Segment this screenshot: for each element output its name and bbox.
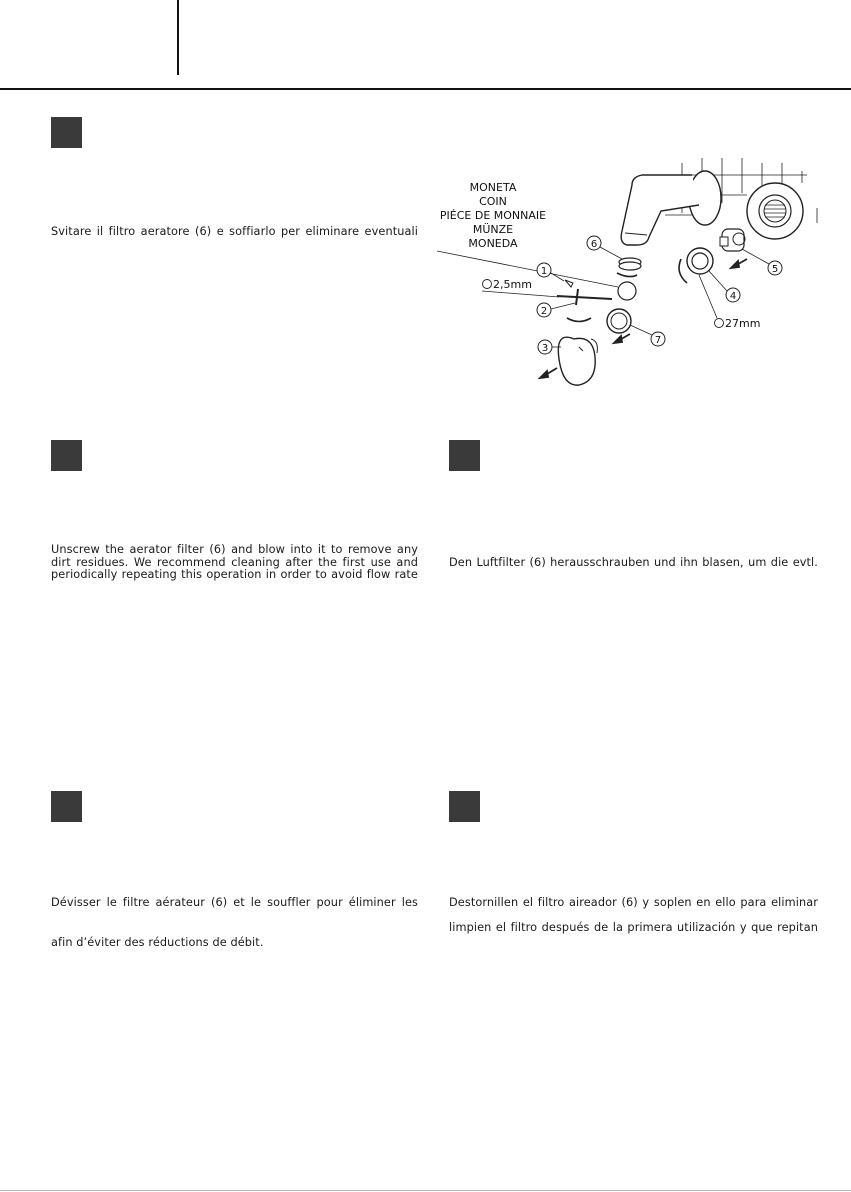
text-fr-line: Dévisser le filtre aérateur (6) et le souffler pour éliminer les <box>51 896 418 909</box>
cartridge <box>720 229 745 251</box>
callout-2: 2 <box>540 306 548 317</box>
text-de <box>449 557 818 570</box>
coin <box>618 282 636 300</box>
section-marker-de <box>449 440 480 471</box>
callout-7: 7 <box>654 335 662 346</box>
text-es-2 <box>449 922 818 935</box>
aerator-filter <box>619 258 641 270</box>
allen-key <box>557 289 612 305</box>
callout-1: 1 <box>540 266 548 277</box>
coin-label: COIN <box>479 195 507 208</box>
callout-3: 3 <box>541 343 549 354</box>
tool-size-allen <box>482 278 559 297</box>
coin-label: PIÉCE DE MONNAIE <box>439 209 547 222</box>
spout <box>621 175 699 245</box>
text-fr-2 <box>51 937 418 950</box>
grub-screw <box>565 280 573 287</box>
handle-escutcheon <box>607 309 631 333</box>
header-divider-vertical <box>177 0 179 75</box>
text-en-line: periodically repeating this operation in order to avoid flow rate <box>51 568 418 582</box>
text-en-line: dirt residues. We recommend cleaning after the first use and <box>51 555 418 569</box>
tool-wrench-label: 27mm <box>725 317 761 330</box>
section-marker-fr <box>51 791 82 822</box>
text-en <box>51 544 418 582</box>
page-bottom-edge <box>0 1190 851 1191</box>
header-rule <box>0 88 851 90</box>
text-it-line: Svitare il filtro aeratore (6) e soffiarlo per eliminare eventuali <box>51 225 418 238</box>
tool-allen-label: 2,5mm <box>493 278 532 291</box>
text-de-line: Den Luftfilter (6) herausschrauben und ihn blasen, um die evtl. <box>449 556 818 569</box>
text-it <box>51 226 418 239</box>
text-es-line: limpien el filtro después de la primera utilización y que repitan <box>449 921 818 934</box>
tool-size-wrench <box>699 275 760 330</box>
coin-label: MONETA <box>469 181 517 194</box>
section-marker-it <box>51 117 82 148</box>
handle <box>558 337 597 385</box>
section-marker-es <box>449 791 480 822</box>
callout-6: 6 <box>590 239 598 250</box>
coin-labels <box>440 181 546 250</box>
coin-label: MÜNZE <box>472 223 514 236</box>
callouts <box>537 236 782 354</box>
coin-label: MONEDA <box>468 237 518 250</box>
mixer-escutcheon <box>747 183 803 239</box>
text-es <box>449 897 818 910</box>
text-en-line: Unscrew the aerator filter (6) and blow into it to remove any <box>51 543 418 556</box>
section-marker-en <box>51 440 82 471</box>
callout-4: 4 <box>729 291 737 302</box>
text-fr-line: afin d’éviter des réductions de débit. <box>51 936 264 949</box>
faucet-maintenance-diagram <box>437 153 837 398</box>
callout-5: 5 <box>771 264 779 275</box>
text-es-line: Destornillen el filtro aireador (6) y soplen en ello para eliminar <box>449 896 818 909</box>
ring-nut <box>687 248 713 274</box>
text-fr <box>51 897 418 910</box>
